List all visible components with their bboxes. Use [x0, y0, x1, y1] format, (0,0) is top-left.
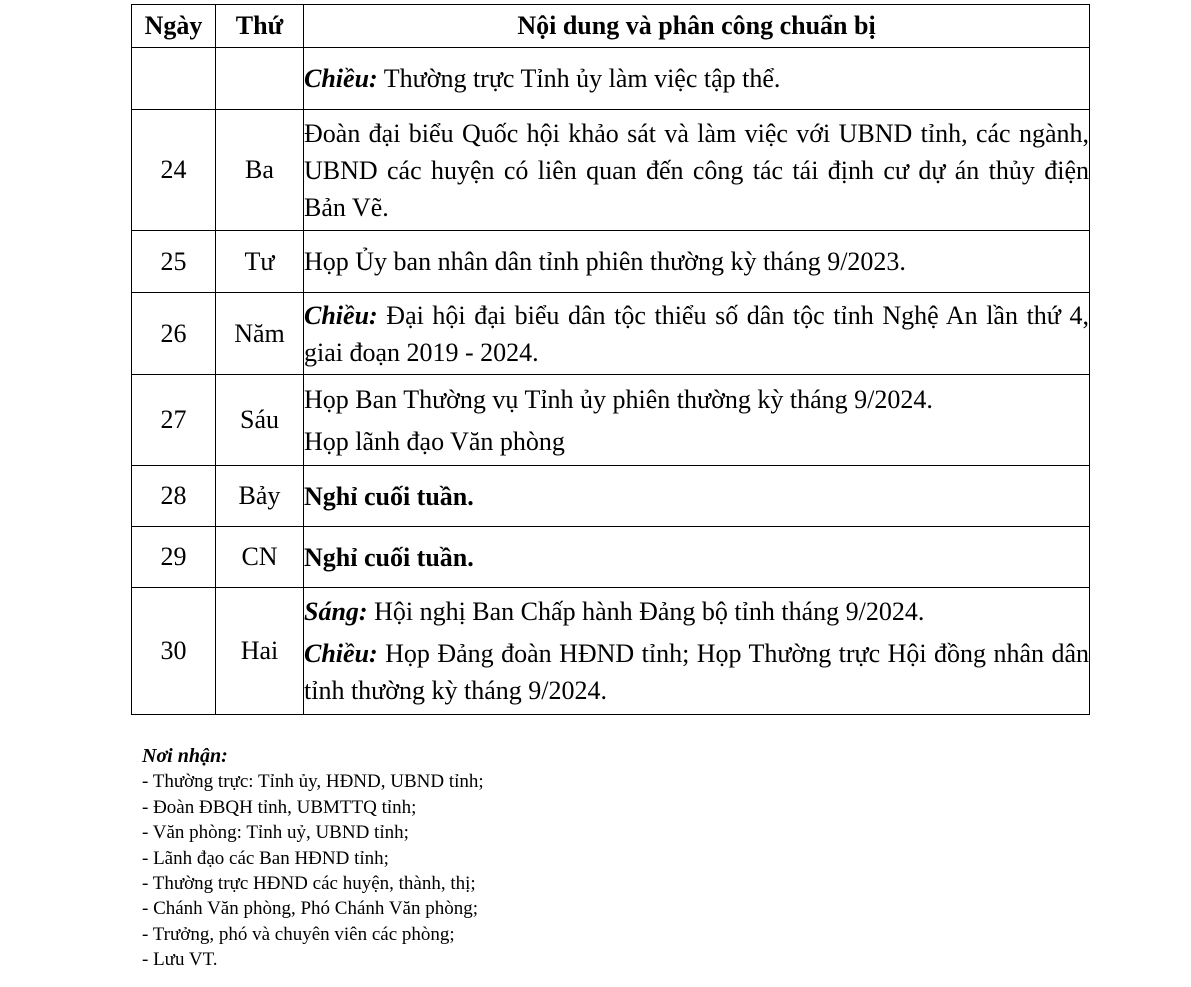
- session-label: Chiều:: [304, 64, 378, 93]
- table-row: [132, 231, 1090, 293]
- weekday-cell: CN: [216, 527, 304, 588]
- recipients-heading: Nơi nhận:: [142, 745, 228, 767]
- recipient-item: - Lãnh đạo các Ban HĐND tỉnh;: [142, 847, 389, 869]
- recipient-item: - Văn phòng: Tỉnh uỷ, UBND tỉnh;: [142, 822, 409, 844]
- content-cell: [304, 527, 1090, 588]
- table-row: [132, 466, 1090, 527]
- header-content: Nội dung và phân công chuẩn bị: [304, 5, 1090, 48]
- day-cell: 28: [132, 466, 216, 527]
- day-cell: 26: [132, 293, 216, 375]
- session-label: Chiều:: [304, 639, 378, 668]
- content-cell: [304, 588, 1090, 715]
- content-cell: [304, 110, 1090, 231]
- content-text: Nghỉ cuối tuần.: [304, 542, 474, 572]
- recipient-item: - Đoàn ĐBQH tỉnh, UBMTTQ tỉnh;: [142, 796, 417, 818]
- content-line: [304, 593, 1089, 630]
- content-line: [304, 635, 1089, 709]
- session-label: Sáng:: [304, 597, 368, 626]
- content-text: Đoàn đại biểu Quốc hội khảo sát và làm việc với UBND tỉnh, các ngành, UBND các huyện có liên quan đến công tác tái định cư dự án thủy điện Bản Vẽ.: [304, 118, 1089, 222]
- table-row: [132, 110, 1090, 231]
- table-row: [132, 375, 1090, 466]
- table-row: [132, 527, 1090, 588]
- recipient-item: - Trưởng, phó và chuyên viên các phòng;: [142, 923, 455, 945]
- content-text: Họp Đảng đoàn HĐND tỉnh; Họp Thường trực Hội đồng nhân dân tỉnh thường kỳ tháng 9/2024.: [304, 639, 1089, 705]
- session-label: Chiều:: [304, 300, 378, 330]
- weekday-cell: Năm: [216, 293, 304, 375]
- content-text: Hội nghị Ban Chấp hành Đảng bộ tỉnh tháng 9/2024.: [367, 597, 925, 626]
- content-text: Đại hội đại biểu dân tộc thiểu số dân tộc tỉnh Nghệ An lần thứ 4, giai đoạn 2019 - 2024.: [304, 300, 1089, 367]
- weekday-cell: Sáu: [216, 375, 304, 466]
- recipients-block: [142, 744, 484, 973]
- content-text: Nghỉ cuối tuần.: [304, 481, 474, 511]
- table-header-row: [132, 5, 1090, 48]
- content-cell: [304, 48, 1090, 110]
- weekday-cell: Bảy: [216, 466, 304, 527]
- content-line: Họp lãnh đạo Văn phòng: [304, 426, 565, 456]
- content-cell: [304, 293, 1090, 375]
- table-row: [132, 293, 1090, 375]
- header-weekday: Thứ: [216, 5, 304, 48]
- recipient-item: - Thường trực: Tỉnh ủy, HĐND, UBND tỉnh;: [142, 771, 484, 793]
- day-cell: 27: [132, 375, 216, 466]
- weekday-cell: Hai: [216, 588, 304, 715]
- weekday-cell: Tư: [216, 231, 304, 293]
- content-cell: [304, 231, 1090, 293]
- recipient-item: - Thường trực HĐND các huyện, thành, thị;: [142, 873, 476, 895]
- day-cell: 29: [132, 527, 216, 588]
- table-row: [132, 588, 1090, 715]
- content-line: Họp Ban Thường vụ Tỉnh ủy phiên thường kỳ tháng 9/2024.: [304, 384, 933, 414]
- content-text: Họp Ủy ban nhân dân tỉnh phiên thường kỳ tháng 9/2023.: [304, 247, 906, 276]
- table-row: [132, 48, 1090, 110]
- header-day: Ngày: [132, 5, 216, 48]
- day-cell: [132, 48, 216, 110]
- content-text: Thường trực Tỉnh ủy làm việc tập thể.: [377, 64, 781, 93]
- day-cell: 25: [132, 231, 216, 293]
- content-cell: [304, 466, 1090, 527]
- weekday-cell: [216, 48, 304, 110]
- day-cell: 24: [132, 110, 216, 231]
- weekday-cell: Ba: [216, 110, 304, 231]
- recipient-item: - Chánh Văn phòng, Phó Chánh Văn phòng;: [142, 898, 479, 920]
- day-cell: 30: [132, 588, 216, 715]
- schedule-table: [131, 4, 1090, 715]
- recipient-item: - Lưu VT.: [142, 949, 218, 971]
- content-cell: [304, 375, 1090, 466]
